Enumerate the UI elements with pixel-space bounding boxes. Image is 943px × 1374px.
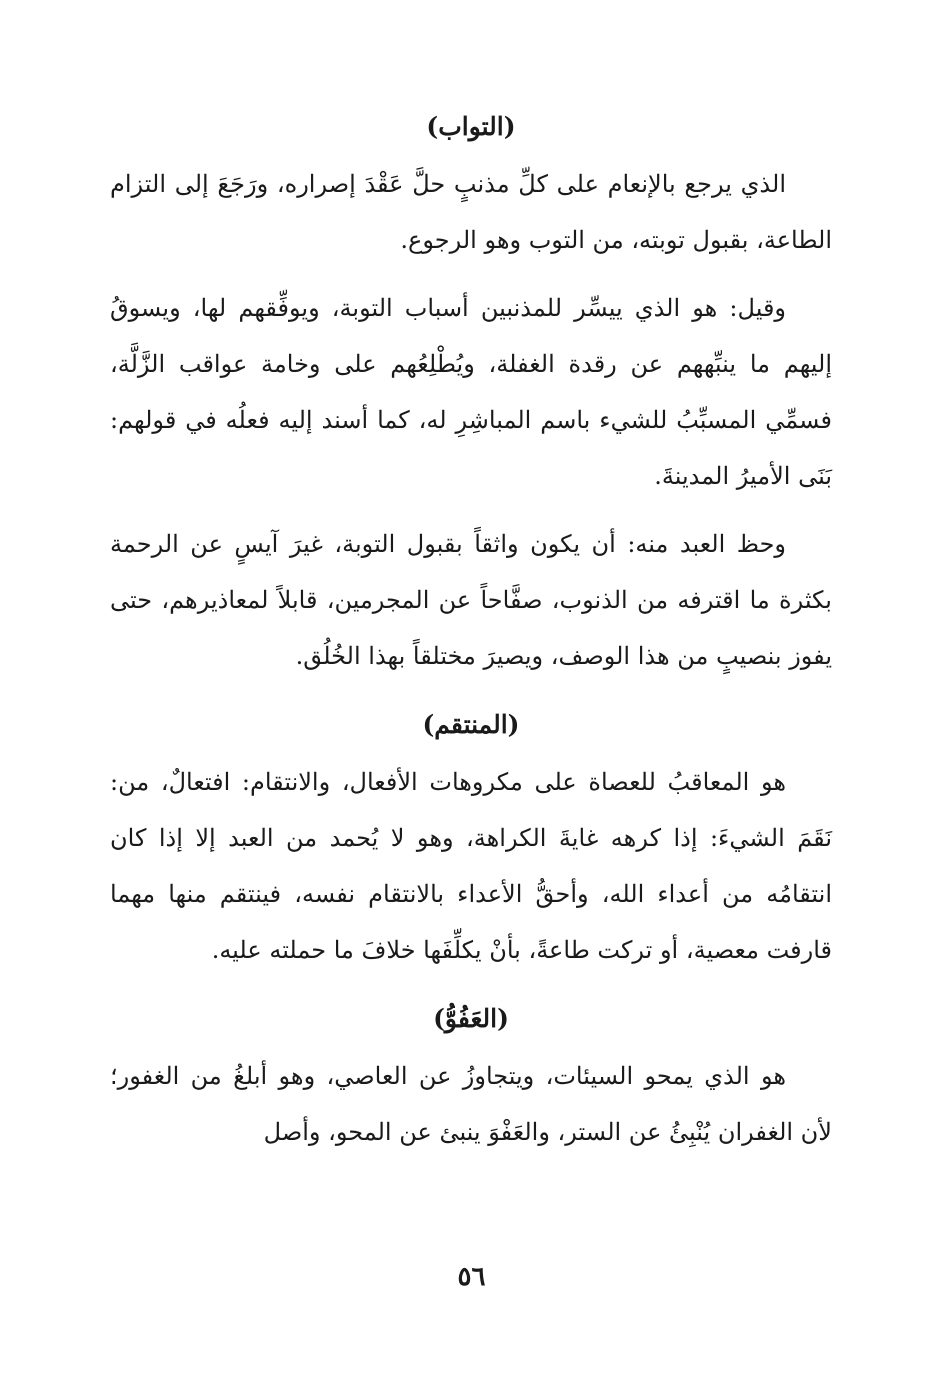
paragraph: هو الذي يمحو السيئات، ويتجاوزُ عن العاصي، وهو أبلغُ من الغفور؛ لأن الغفران يُنْبِئُ عن الستر، والعَفْوَ ينبئ عن المحو، وأصل (110, 1062, 832, 1146)
paragraph: الذي يرجع بالإنعام على كلِّ مذنبٍ حلَّ عَقْدَ إصراره، ورَجَعَ إلى التزام الطاعة، بقبول توبته، من التوب وهو الرجوع. (110, 170, 832, 254)
section-tawwab (110, 98, 832, 684)
page-number: ٥٦ (457, 1262, 486, 1292)
section-heading: (العَفُوُّ) (433, 1004, 509, 1033)
paragraph: وحظ العبد منه: أن يكون واثقاً بقبول التوبة، غيرَ آيسٍ عن الرحمة بكثرة ما اقترفه من الذنوب، صفَّاحاً عن المجرمين، قابلاً لمعاذيرهم، حتى يفوز بنصيبٍ من هذا الوصف، ويصيرَ مختلقاً بهذا الخُلُق. (110, 530, 832, 670)
paragraph: وقيل: هو الذي ييسِّر للمذنبين أسباب التوبة، ويوفِّقهم لها، ويسوقُ إليهم ما ينبِّههم عن رقدة الغفلة، ويُطْلِعُهم على وخامة عواقب الزَّلَّة، فسمِّي المسبِّبُ للشيء باسم المباشِرِ له، كما أسند إليه فعلُه في قولهم: بَنَى الأميرُ المدينةَ. (110, 294, 832, 490)
section-afuw (110, 990, 832, 1160)
section-muntaqim (110, 696, 832, 978)
section-heading: (التواب) (426, 112, 516, 141)
page-body (110, 98, 832, 1172)
paragraph: هو المعاقبُ للعصاة على مكروهات الأفعال، والانتقام: افتعالٌ، من: نَقَمَ الشيءَ: إذا كرهه غايةَ الكراهة، وهو لا يُحمد من العبد إلا إذا كان انتقامُه من أعداء الله، وأحقُّ الأعداء بالانتقام نفسه، فينتقم منها مهما قارفت معصية، أو تركت طاعةً، بأنْ يكلِّفَها خلافَ ما حملته عليه. (110, 768, 832, 964)
section-heading: (المنتقم) (422, 710, 520, 739)
